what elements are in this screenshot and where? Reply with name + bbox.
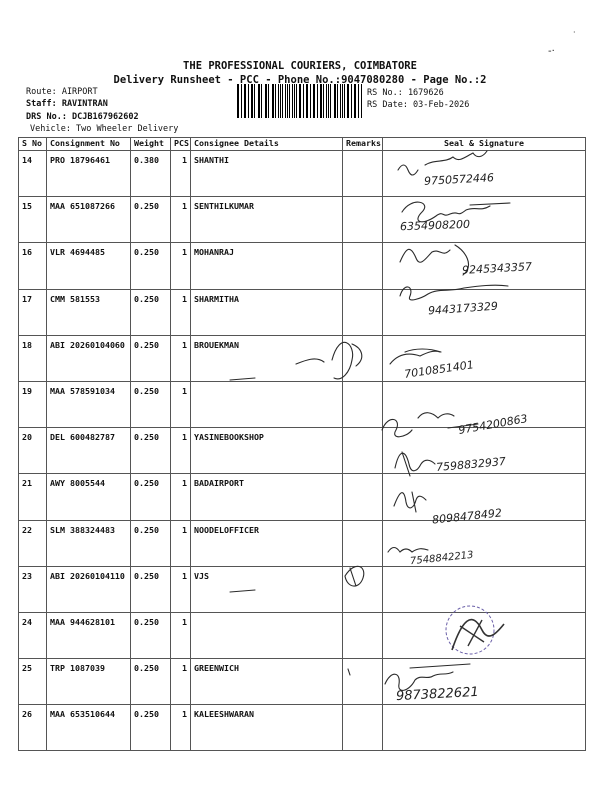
signature-17-scribble [400,285,508,300]
signature-16-phone: 9245343357 [461,260,533,277]
signature-19-scribble [390,349,441,364]
col-remarks: Remarks [343,138,383,151]
cell-sno: 24 [19,612,47,658]
cell-weight: 0.250 [131,289,171,335]
cell-consignment: SLM 388324483 [47,520,131,566]
cell-weight: 0.250 [131,520,171,566]
company-title: THE PROFESSIONAL COURIERS, COIMBATORE [183,60,417,72]
cell-sno: 15 [19,197,47,243]
col-consignee: Consignee Details [191,138,343,151]
cell-weight: 0.250 [131,197,171,243]
cell-consignee: BADAIRPORT [191,474,343,520]
cell-pcs: 1 [171,381,191,427]
cell-sno: 17 [19,289,47,335]
cell-consignment: CMM 581553 [47,289,131,335]
remark-26-tick [348,669,350,675]
margin-dash-icon: -· [548,46,555,57]
cell-pcs: 1 [171,566,191,612]
cell-weight: 0.250 [131,243,171,289]
col-pcs: PCS [171,138,191,151]
col-weight: Weight [131,138,171,151]
signature-24-dash [230,590,255,592]
cell-consignee: MOHANRAJ [191,243,343,289]
rs-date: RS Date: 03-Feb-2026 [367,100,470,110]
stamp-25-seal [446,606,504,654]
signature-17-phone: 9443173329 [427,299,499,318]
cell-pcs: 1 [171,335,191,381]
cell-pcs: 1 [171,428,191,474]
col-signature: Seal & Signature [383,138,586,151]
signature-21-phone: 7598832937 [435,454,507,475]
signature-22-phone: 8098478492 [431,506,503,527]
cell-consignee: KALEESHWARAN [191,705,343,751]
cell-weight: 0.250 [131,659,171,705]
cell-sno: 23 [19,566,47,612]
cell-consignment: VLR 4694485 [47,243,131,289]
cell-weight: 0.250 [131,474,171,520]
cell-consignment: DEL 600482787 [47,428,131,474]
staff-label: Staff: RAVINTRAN [26,99,108,109]
cell-consignee: SHANTHI [191,151,343,197]
signature-19-dash [230,378,255,380]
vehicle-label: Vehicle: Two Wheeler Delivery [30,124,179,134]
cell-weight: 0.250 [131,705,171,751]
cell-consignee: SENTHILKUMAR [191,197,343,243]
rs-number: RS No.: 1679626 [367,88,444,98]
cell-pcs: 1 [171,197,191,243]
cell-consignee: BROUEKMAN [191,335,343,381]
signature-21-scribble [395,452,435,476]
cell-pcs: 1 [171,151,191,197]
cell-pcs: 1 [171,705,191,751]
cell-pcs: 1 [171,289,191,335]
cell-weight: 0.250 [131,381,171,427]
cell-pcs: 1 [171,243,191,289]
cell-sno: 18 [19,335,47,381]
cell-sno: 19 [19,381,47,427]
drs-number: DRS No.: DCJB167962602 [26,112,139,122]
cell-sno: 25 [19,659,47,705]
cell-consignment: MAA 651087266 [47,197,131,243]
cell-consignment: MAA 944628101 [47,612,131,658]
signature-23-scribble [388,548,428,553]
cell-sno: 16 [19,243,47,289]
cell-consignment: AWY 8005544 [47,474,131,520]
cell-sno: 22 [19,520,47,566]
cell-consignee: VJS [191,566,343,612]
cell-sno: 14 [19,151,47,197]
signature-18-scribble [296,342,362,379]
signature-16-scribble [400,245,468,275]
runsheet-subtitle: Delivery Runsheet - PCC - Phone No.:9047080280 - Page No.:2 [113,74,487,86]
route-label: Route: AIRPORT [26,87,98,97]
cell-consignee: YASINEBOOKSHOP [191,428,343,474]
signature-23-loop [345,566,364,586]
col-consignment: Consignment No [47,138,131,151]
cell-consignment: MAA 653510644 [47,705,131,751]
signature-23-phone: 7548842213 [409,549,475,568]
signature-15-phone: 6354908200 [399,217,471,234]
cell-pcs: 1 [171,520,191,566]
cell-consignment: TRP 1087039 [47,659,131,705]
signature-19-phone: 7010851401 [403,358,475,381]
cell-weight: 0.250 [131,566,171,612]
cell-weight: 0.250 [131,335,171,381]
signature-22-scribble [394,492,426,512]
cell-consignment: PRO 18796461 [47,151,131,197]
cell-pcs: 1 [171,474,191,520]
cell-consignee: GREENWICH [191,659,343,705]
signature-14-phone: 9750572446 [423,171,495,188]
cell-weight: 0.250 [131,612,171,658]
cell-consignment: ABI 20260104060 [47,335,131,381]
cell-pcs: 1 [171,612,191,658]
cell-sno: 20 [19,428,47,474]
margin-mark-icon: · [573,28,576,37]
col-sno: S No [19,138,47,151]
signature-26-phone: 9873822621 [395,684,480,705]
signature-20-phone: 9754200863 [457,412,529,437]
cell-sno: 21 [19,474,47,520]
cell-consignee: NOODELOFFICER [191,520,343,566]
cell-consignment: ABI 20260104110 [47,566,131,612]
cell-consignment: MAA 578591034 [47,381,131,427]
cell-sno: 26 [19,705,47,751]
cell-consignee: SHARMITHA [191,289,343,335]
cell-weight: 0.250 [131,428,171,474]
cell-weight: 0.380 [131,151,171,197]
cell-pcs: 1 [171,659,191,705]
